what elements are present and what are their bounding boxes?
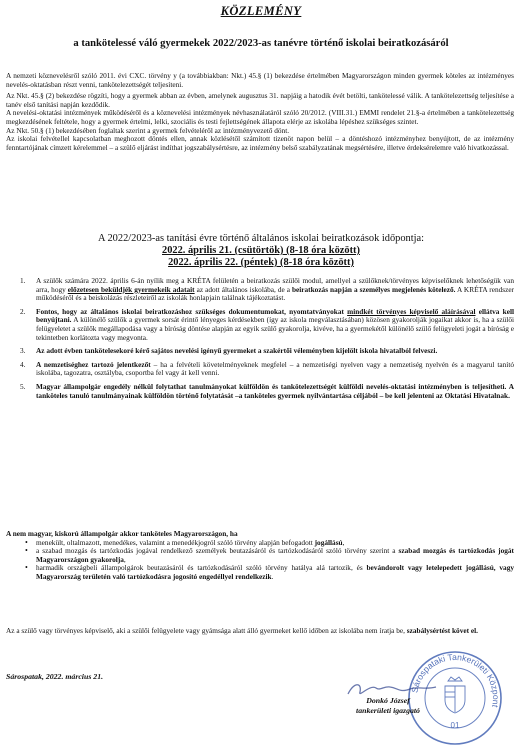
item-emphasis: Az adott évben tankötelesekoré kérő sajátos nevelési igényű gyermeket a szakértői véleményben kijelölt iskola hivatalból felveszi. [36, 346, 438, 356]
signature-block [333, 696, 443, 716]
foreign-intro-text: A nem magyar, kiskorú állampolgár akkor tanköteles Magyarországon, ha [6, 529, 238, 538]
list-item [6, 383, 514, 400]
item-emphasis: beiratkozás napján a személyes megjelenés kötelező. [291, 284, 456, 294]
foreign-section [6, 530, 514, 582]
place-date: Sárospatak, 2022. március 21. [6, 672, 104, 681]
closing-text-b: szabálysértést követ el. [406, 626, 478, 635]
bullet-item [6, 547, 514, 564]
closing-text-a: Az a szülő vagy törvényes képviselő, aki a szülői felügyelete vagy gyámsága alatt álló gyermeket kellő időben az iskolába nem íratja be, [6, 626, 407, 635]
item-emphasis: ellátva kell benyújtani. [36, 306, 514, 325]
list-item [6, 277, 514, 303]
intro-paragraph: A nemzeti köznevelésről szóló 2011. évi CXC. törvény y (a továbbiakban: Nkt.) 45.§ (1) bekezdése értelmében Magyarországon minden gyermek köteles az intézményes nevelés-oktatásban részt venni, tankötelezettségét teljesíteni. [6, 71, 514, 89]
enrollment-dates-heading [0, 233, 522, 269]
notice-title: KÖZLEMÉNY [220, 4, 302, 18]
item-number: 3. [20, 346, 26, 356]
signer-title: tankerületi igazgató [356, 706, 420, 715]
intro-paragraph: Az Nkt. 45.§ (2) bekezdése rögzíti, hogy a gyermek abban az évben, amelynek augusztus 31. napjáig a hatodik évét betölti, tankötelessé válik. A tankötelezettség teljesítése a tanév első tanítási napján kezdődik. [6, 91, 514, 109]
list-item [6, 347, 514, 356]
bullet-icon: • [25, 537, 28, 547]
bullet-text: , [123, 554, 126, 564]
item-emphasis: Magyar állampolgár engedély nélkül folytathat tanulmányokat külföldön és tankötelezettségét külföldi nevelés-oktatási intézményben is teljesítheti. A tanköteles tanuló tanulmányainak külföldön történő folytatását –a tanköteles gyermek nyilvántartása céljából – be kell jelenteni az Oktatási Hivatalnak. [36, 381, 514, 400]
stamp-text: Sárospataki Tankerületi Központ [409, 651, 502, 709]
bullet-text: menekült, oltalmazott, menedékes, valamint a menedékjogról szóló törvény alapján befogadott [36, 537, 315, 547]
intro-paragraph: A nevelési-oktatási intézmények működéséről és a köznevelési intézmények névhasználatáról szóló 20/2012. (VIII.31.) EMMI rendelet 21.§-a értelmében a tankötelezettség megkezdésének feltétele, hogy a gyermek értelmi, lelki, szociális és testi fejlettségének állapota elérje az iskolába lépéshez szükséges szintet. [6, 108, 514, 126]
item-number: 2. [20, 306, 26, 316]
intro-paragraph: Az Nkt. 50.§ (1) bekezdésében foglaltak szerint a gyermek felvételéről az intézményvezető dönt. [6, 125, 290, 135]
bullet-emphasis: bevándorolt vagy letelepedett jogállású, vagy Magyarország területén való tartózkodásra jogosító engedéllyel rendelkezik [36, 563, 514, 581]
bullet-text: , [342, 537, 345, 547]
item-text: A KRÉTA rendszer működéséről és a beiskolázás részleteiről az iskolák honlapjain találnak tájékoztatást. [36, 284, 514, 303]
bullet-icon: • [25, 563, 28, 573]
enrollment-date-1: 2022. április 21. (csütörtök) (8-18 óra között) [162, 245, 360, 256]
intro-paragraphs [6, 72, 514, 152]
bullet-text: a szabad mozgás és tartózkodás jogával rendelkező személyek beutazásáról és tartózkodásáról szóló törvény szerint a [36, 546, 399, 556]
item-emphasis: A nemzetiséghez tartozó jelentkezőt [36, 359, 151, 369]
item-number: 1. [20, 276, 26, 285]
item-text: az adott általános iskolába, de a [194, 284, 292, 294]
signer-name: Donkó József [366, 696, 410, 705]
numbered-list [6, 277, 514, 405]
notice-subtitle: a tankötelessé váló gyermekek 2022/2023-as tanévre történő iskolai beiratkozásáról [73, 38, 449, 49]
bullet-icon: • [25, 546, 28, 556]
list-item [6, 308, 514, 342]
item-emphasis: Fontos, hogy az általános iskolai beiratkozáshoz szükséges dokumentumokat, nyomtatványokat [36, 306, 348, 316]
bullet-text: . [271, 571, 274, 581]
enrollment-date-2: 2022. április 22. (péntek) (8-18 óra között) [168, 257, 354, 268]
item-text: A szülők számára 2022. április 6-án nyílik meg a KRÉTA felületén a beiratkozás szülői modul, amellyel a szülőknek/törvényes képviselőknek lehetőségük van arra, hogy [36, 276, 514, 294]
item-number: 4. [20, 359, 26, 369]
bullet-emphasis: szabad mozgás és tartózkodás jogát Magyarországon gyakorolja [36, 546, 514, 564]
item-text: A különélő szülők a gyermek sorsát érintő lényeges kérdésekben (így az iskola megválasztásában) közösen gyakorolják jogaikat akkor is, ha a szülői felügyeletet a szülők megállapodása vagy a bíróság döntése alapján az egyik szülő gyakorolja, kivéve, ha a gyermekétől különélő szülő felügyeleti jogát a bíróság e tekintetben korlátozta vagy megvonta. [36, 315, 514, 342]
enrollment-heading-line: A 2022/2023-as tanítási évre történő általános iskolai beiratkozások időpontja: [97, 233, 425, 244]
intro-paragraph: Az iskolai felvétellel kapcsolatban meghozott döntés ellen, annak közlésétől számított tizenöt napon belül – a döntéshozó intézményhez benyújtott, de az intézmény fenntartójának címzett kérelemmel – a szülő eljárást indíthat jogszabálysértésre, az intézmény belső szabályzatának megsértésére, illetve érdeksérelemre való hivatkozással. [6, 134, 514, 152]
stamp-number: 01 [450, 721, 460, 730]
closing-paragraph [6, 627, 514, 636]
bullet-text: harmadik országbeli állampolgárok beutazásáról és tartózkodásáról szóló törvény hatálya alá tartozik, és [36, 563, 367, 573]
list-item [6, 361, 514, 378]
item-text: – ha a felvételi követelményeknek megfelel – a nemzetiségi nyelven vagy a nemzetiség nyelvén és a magyarul tanító iskolába, tagozatra, osztályba, csoportba fel vagy át kell venni. [36, 359, 514, 378]
item-number: 5. [20, 381, 26, 391]
closing-text [6, 627, 514, 636]
item-emphasis: mindkét törvényes képviselő aláírásával [347, 306, 476, 316]
item-emphasis: előzetesen beküldjék gyermekeik adatait [67, 284, 195, 294]
bullet-item [6, 564, 514, 581]
bullet-emphasis: jogállású [314, 537, 343, 547]
